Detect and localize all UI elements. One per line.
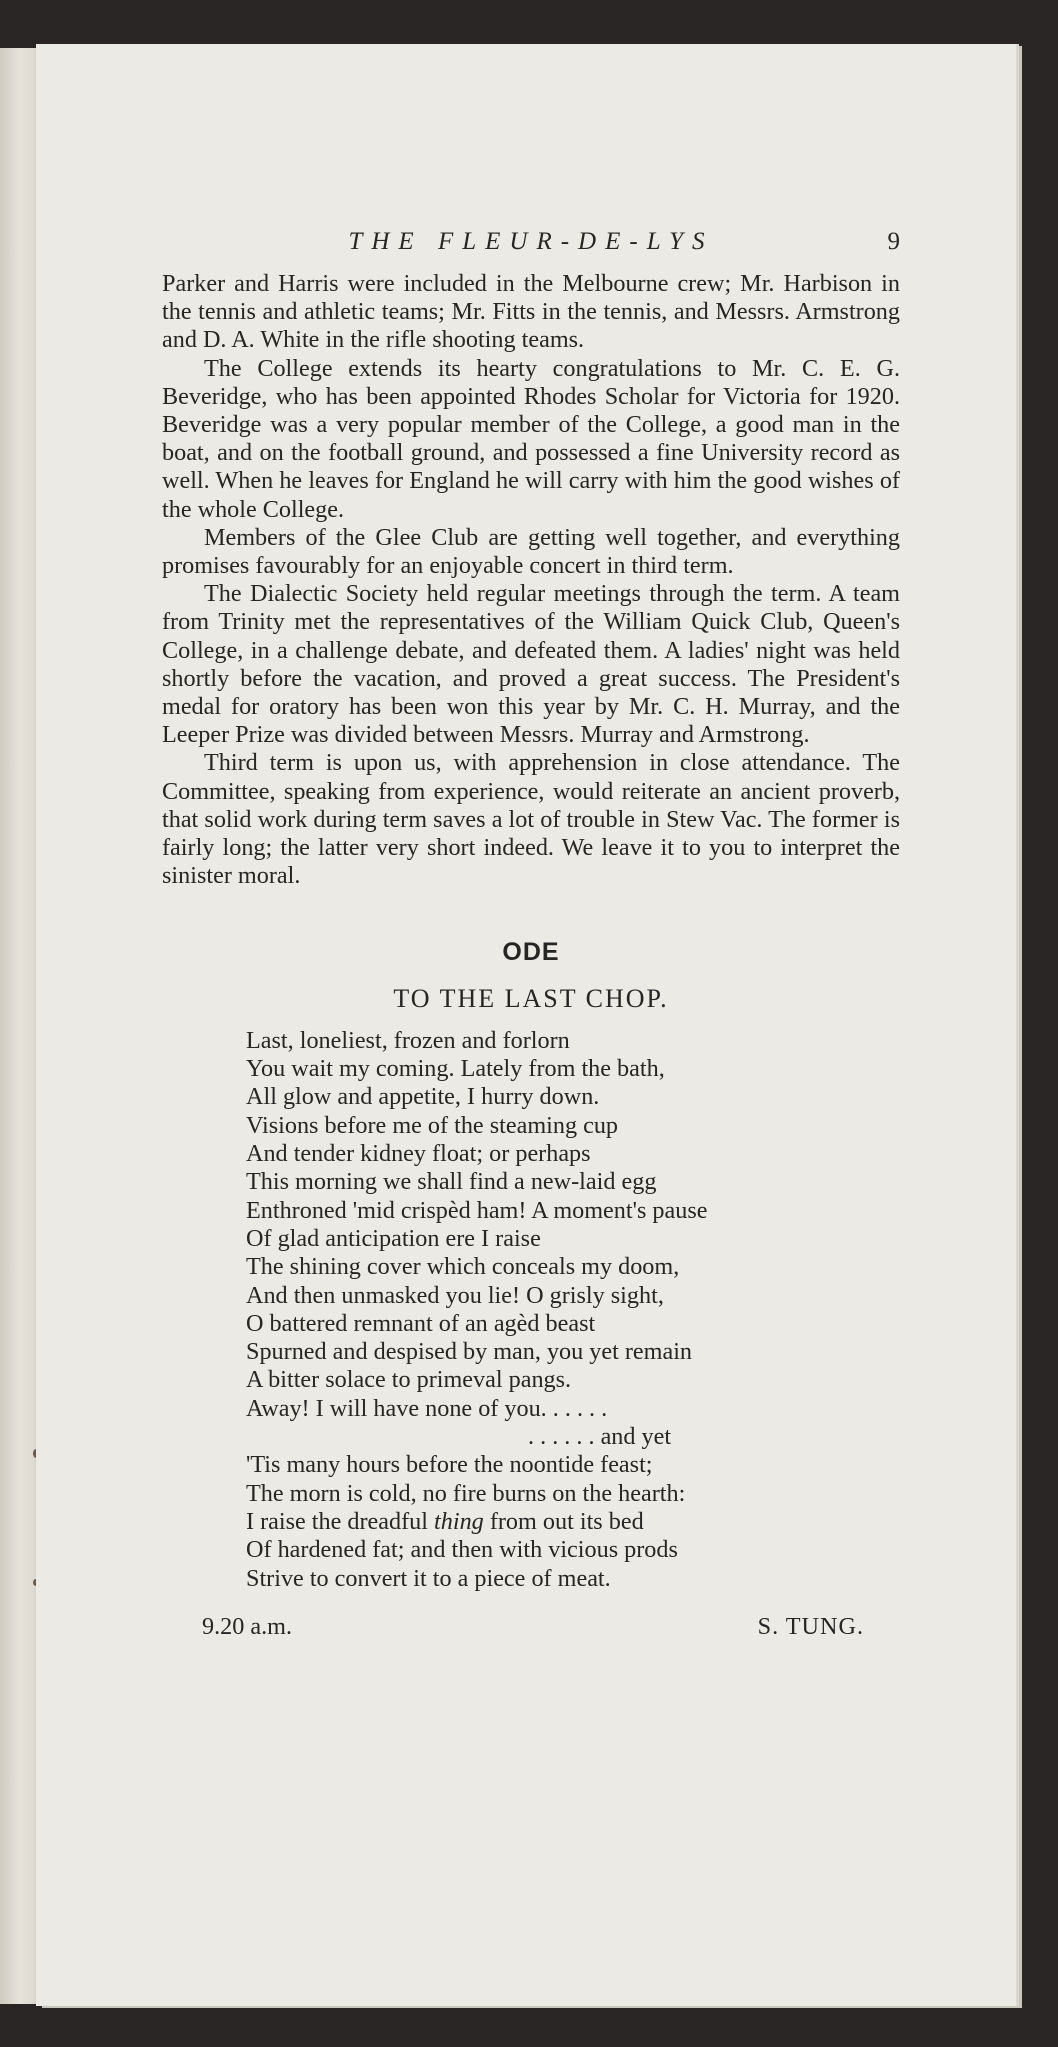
poem-line: Of hardened fat; and then with vicious prods — [246, 1536, 678, 1564]
poem-subtitle: TO THE LAST CHOP. — [393, 983, 669, 1013]
poem-line-part: from out its bed — [483, 1507, 644, 1535]
paragraph: Third term is upon us, with apprehension in close attendance. The Committee, speaking from experience, would reiterate an ancient proverb, that solid work during term saves a lot of trouble in Stew Vac. The former is fairly long; the latter very short indeed. We leave it to you to interpret the sinister moral. — [162, 749, 900, 890]
poem-line: All glow and appetite, I hurry down. — [246, 1083, 600, 1111]
poem-line: This morning we shall find a new-laid egg — [246, 1168, 657, 1196]
emphasized-word: thing — [434, 1507, 484, 1535]
poem-line: Last, loneliest, frozen and forlorn — [246, 1026, 570, 1054]
paragraph: The Dialectic Society held regular meetings through the term. A team from Trinity met the representatives of the William Quick Club, Queen's College, in a challenge debate, and defeated them. A ladies' night was held shortly before the vacation, and proved a great success. The President's medal for oratory has been won this year by Mr. C. H. Murray, and the Leeper Prize was divided between Messrs. Murray and Armstrong. — [162, 580, 900, 749]
running-head — [162, 220, 900, 260]
poem-line: And then unmasked you lie! O grisly sight, — [246, 1281, 664, 1309]
poem-line: The shining cover which conceals my doom, — [246, 1253, 680, 1281]
poem-line: The morn is cold, no fire burns on the hearth: — [246, 1479, 686, 1507]
running-title: THE FLEUR-DE-LYS — [348, 228, 714, 255]
paragraph: Parker and Harris were included in the Melbourne crew; Mr. Harbison in the tennis and athletic teams; Mr. Fitts in the tennis, and Messrs. Armstrong and D. A. White in the rifle shooting teams. — [162, 270, 900, 354]
poem-line: Strive to convert it to a piece of meat. — [246, 1564, 611, 1592]
poem-line: 'Tis many hours before the noontide feast; — [246, 1451, 653, 1479]
poem-signoff — [162, 1613, 900, 1645]
poem-line: . . . . . . and yet — [528, 1423, 672, 1451]
poem-line-part: I raise the dreadful — [246, 1507, 435, 1535]
poem-line: Away! I will have none of you. . . . . . — [246, 1394, 608, 1422]
poem-line: O battered remnant of an agèd beast — [246, 1309, 596, 1337]
poem-time: 9.20 a.m. — [202, 1612, 293, 1640]
poem-line: Of glad anticipation ere I raise — [246, 1224, 541, 1252]
poem-line — [246, 1508, 900, 1536]
paragraph: The College extends its hearty congratulations to Mr. C. E. G. Beveridge, who has been appointed Rhodes Scholar for Victoria for 1920. Beveridge was a very popular member of the College, a good man in the boat, and on the football ground, and possessed a fine University record as well. When he leaves for England he will carry with him the good wishes of the whole College. — [162, 354, 900, 523]
page-number: 9 — [887, 228, 900, 255]
poem-line: A bitter solace to primeval pangs. — [246, 1366, 572, 1394]
poem-line: And tender kidney float; or perhaps — [246, 1140, 591, 1168]
paragraph: Members of the Glee Club are getting well together, and everything promises favourably for an enjoyable concert in third term. — [162, 523, 900, 580]
page-content — [162, 220, 900, 1645]
poem-author: S. TUNG. — [757, 1612, 864, 1640]
poem-line: Spurned and despised by man, you yet remain — [246, 1338, 693, 1366]
poem-title: ODE — [502, 938, 560, 967]
poem-body — [162, 1027, 900, 1593]
poem-line: Visions before me of the steaming cup — [246, 1111, 619, 1139]
poem-line: You wait my coming. Lately from the bath, — [246, 1055, 665, 1083]
poem-line: Enthroned 'mid crispèd ham! A moment's pause — [246, 1196, 708, 1224]
